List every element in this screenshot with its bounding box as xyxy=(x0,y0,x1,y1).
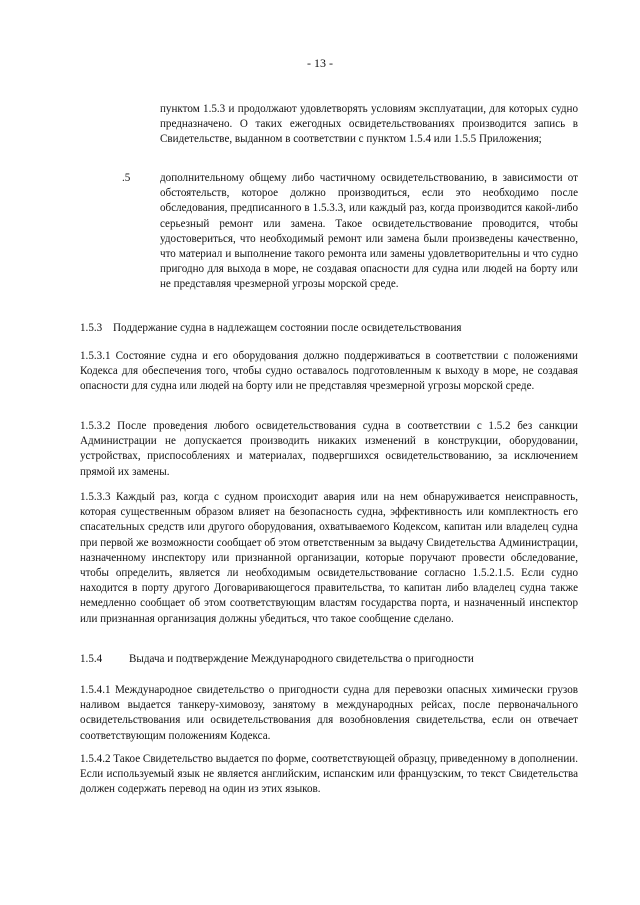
page-number: - 13 - xyxy=(307,56,333,70)
paragraph-1-5-3-2: 1.5.3.2 После проведения любого освидетельствования судна в соответствии с 1.5.2 без санкции Администрации не допускается производить никаких изменений в конструкции, оборудовании, устройствах, приспособлениях и материалах, подвергшихся освидетельствованию, за исключением прямой их замены. xyxy=(80,420,578,478)
section-title: Выдача и подтверждение Международного свидетельства о пригодности xyxy=(128,653,474,665)
paragraph-1-5-4-1: 1.5.4.1 Международное свидетельство о пригодности судна для перевозки опасных химически грузов наливом выдается танкеру-химовозу, занятому в международных рейсах, после первоначального освидетельствования или освидетельствования для возобновления свидетельства, если он отвечает соответствующим положениям Кодекса. xyxy=(80,684,578,742)
section-title: Поддержание судна в надлежащем состоянии после освидетельствования xyxy=(112,322,462,334)
section-number: 1.5.4 xyxy=(80,653,103,665)
paragraph-1-5-4-2: 1.5.4.2 Такое Свидетельство выдается по форме, соответствующей образцу, приведенному в дополнении. Если используемый язык не является английским, испанским или французским, то текст Свидетельства должен содержать перевод на один из этих языков. xyxy=(80,753,578,796)
item-paragraph: дополнительному общему либо частичному освидетельствованию, в зависимости от обстоятельств, которое должно производиться, если это необходимо после обследования, предписанного в 1.5.3.3, или каждый раз, когда производится какой-либо серьезный ремонт или замена. Такое освидетельствование проводится, чтобы удостовериться, что необходимый ремонт или замена были произведены качественно, что материал и выполнение такого ремонта или замены удовлетворительны и что судно пригодно для выхода в море, не создавая опасности для судна или людей на борту или не представляя чрезмерной угрозы морской среде. xyxy=(160,172,578,291)
section-heading-1-5-3 xyxy=(80,321,462,336)
paragraph-1-5-3-1: 1.5.3.1 Состояние судна и его оборудования должно поддерживаться в соответствии с положениями Кодекса для обеспечения того, чтобы судно оставалось подготовленным к выходу в море, не создавая опасности для судна или людей на борту или не представляя чрезмерной угрозы морской среде. xyxy=(80,350,578,393)
item-number: .5 xyxy=(122,172,131,184)
section-number: 1.5.3 xyxy=(80,322,103,334)
continuation-paragraph: пунктом 1.5.3 и продолжают удовлетворять условиям эксплуатации, для которых судно предназначено. О таких ежегодных освидетельствованиях производится запись в Свидетельстве, выданном в соответствии с пунктом 1.5.4 или 1.5.5 Приложения; xyxy=(160,103,578,146)
section-heading-1-5-4 xyxy=(80,652,474,667)
paragraph-1-5-3-3: 1.5.3.3 Каждый раз, когда с судном происходит авария или на нем обнаруживается неисправность, которая существенным образом влияет на безопасность судна, эффективность или комплектность его спасательных средств или другого оборудования, охватываемого Кодексом, капитан или владелец судна при первой же возможности сообщает об этом ответственным за выдачу Свидетельства Администрации, назначенному инспектору или признанной организации, которые поручают провести обследование, чтобы определить, является ли необходимым освидетельствование согласно 1.5.2.1.5. Если судно находится в порту другого Договаривающегося правительства, то капитан либо владелец судна также немедленно сообщает об этом соответствующим властям государства порта, и назначенный инспектор или признанная организация должны убедиться, что такое сообщение сделано. xyxy=(80,491,578,625)
